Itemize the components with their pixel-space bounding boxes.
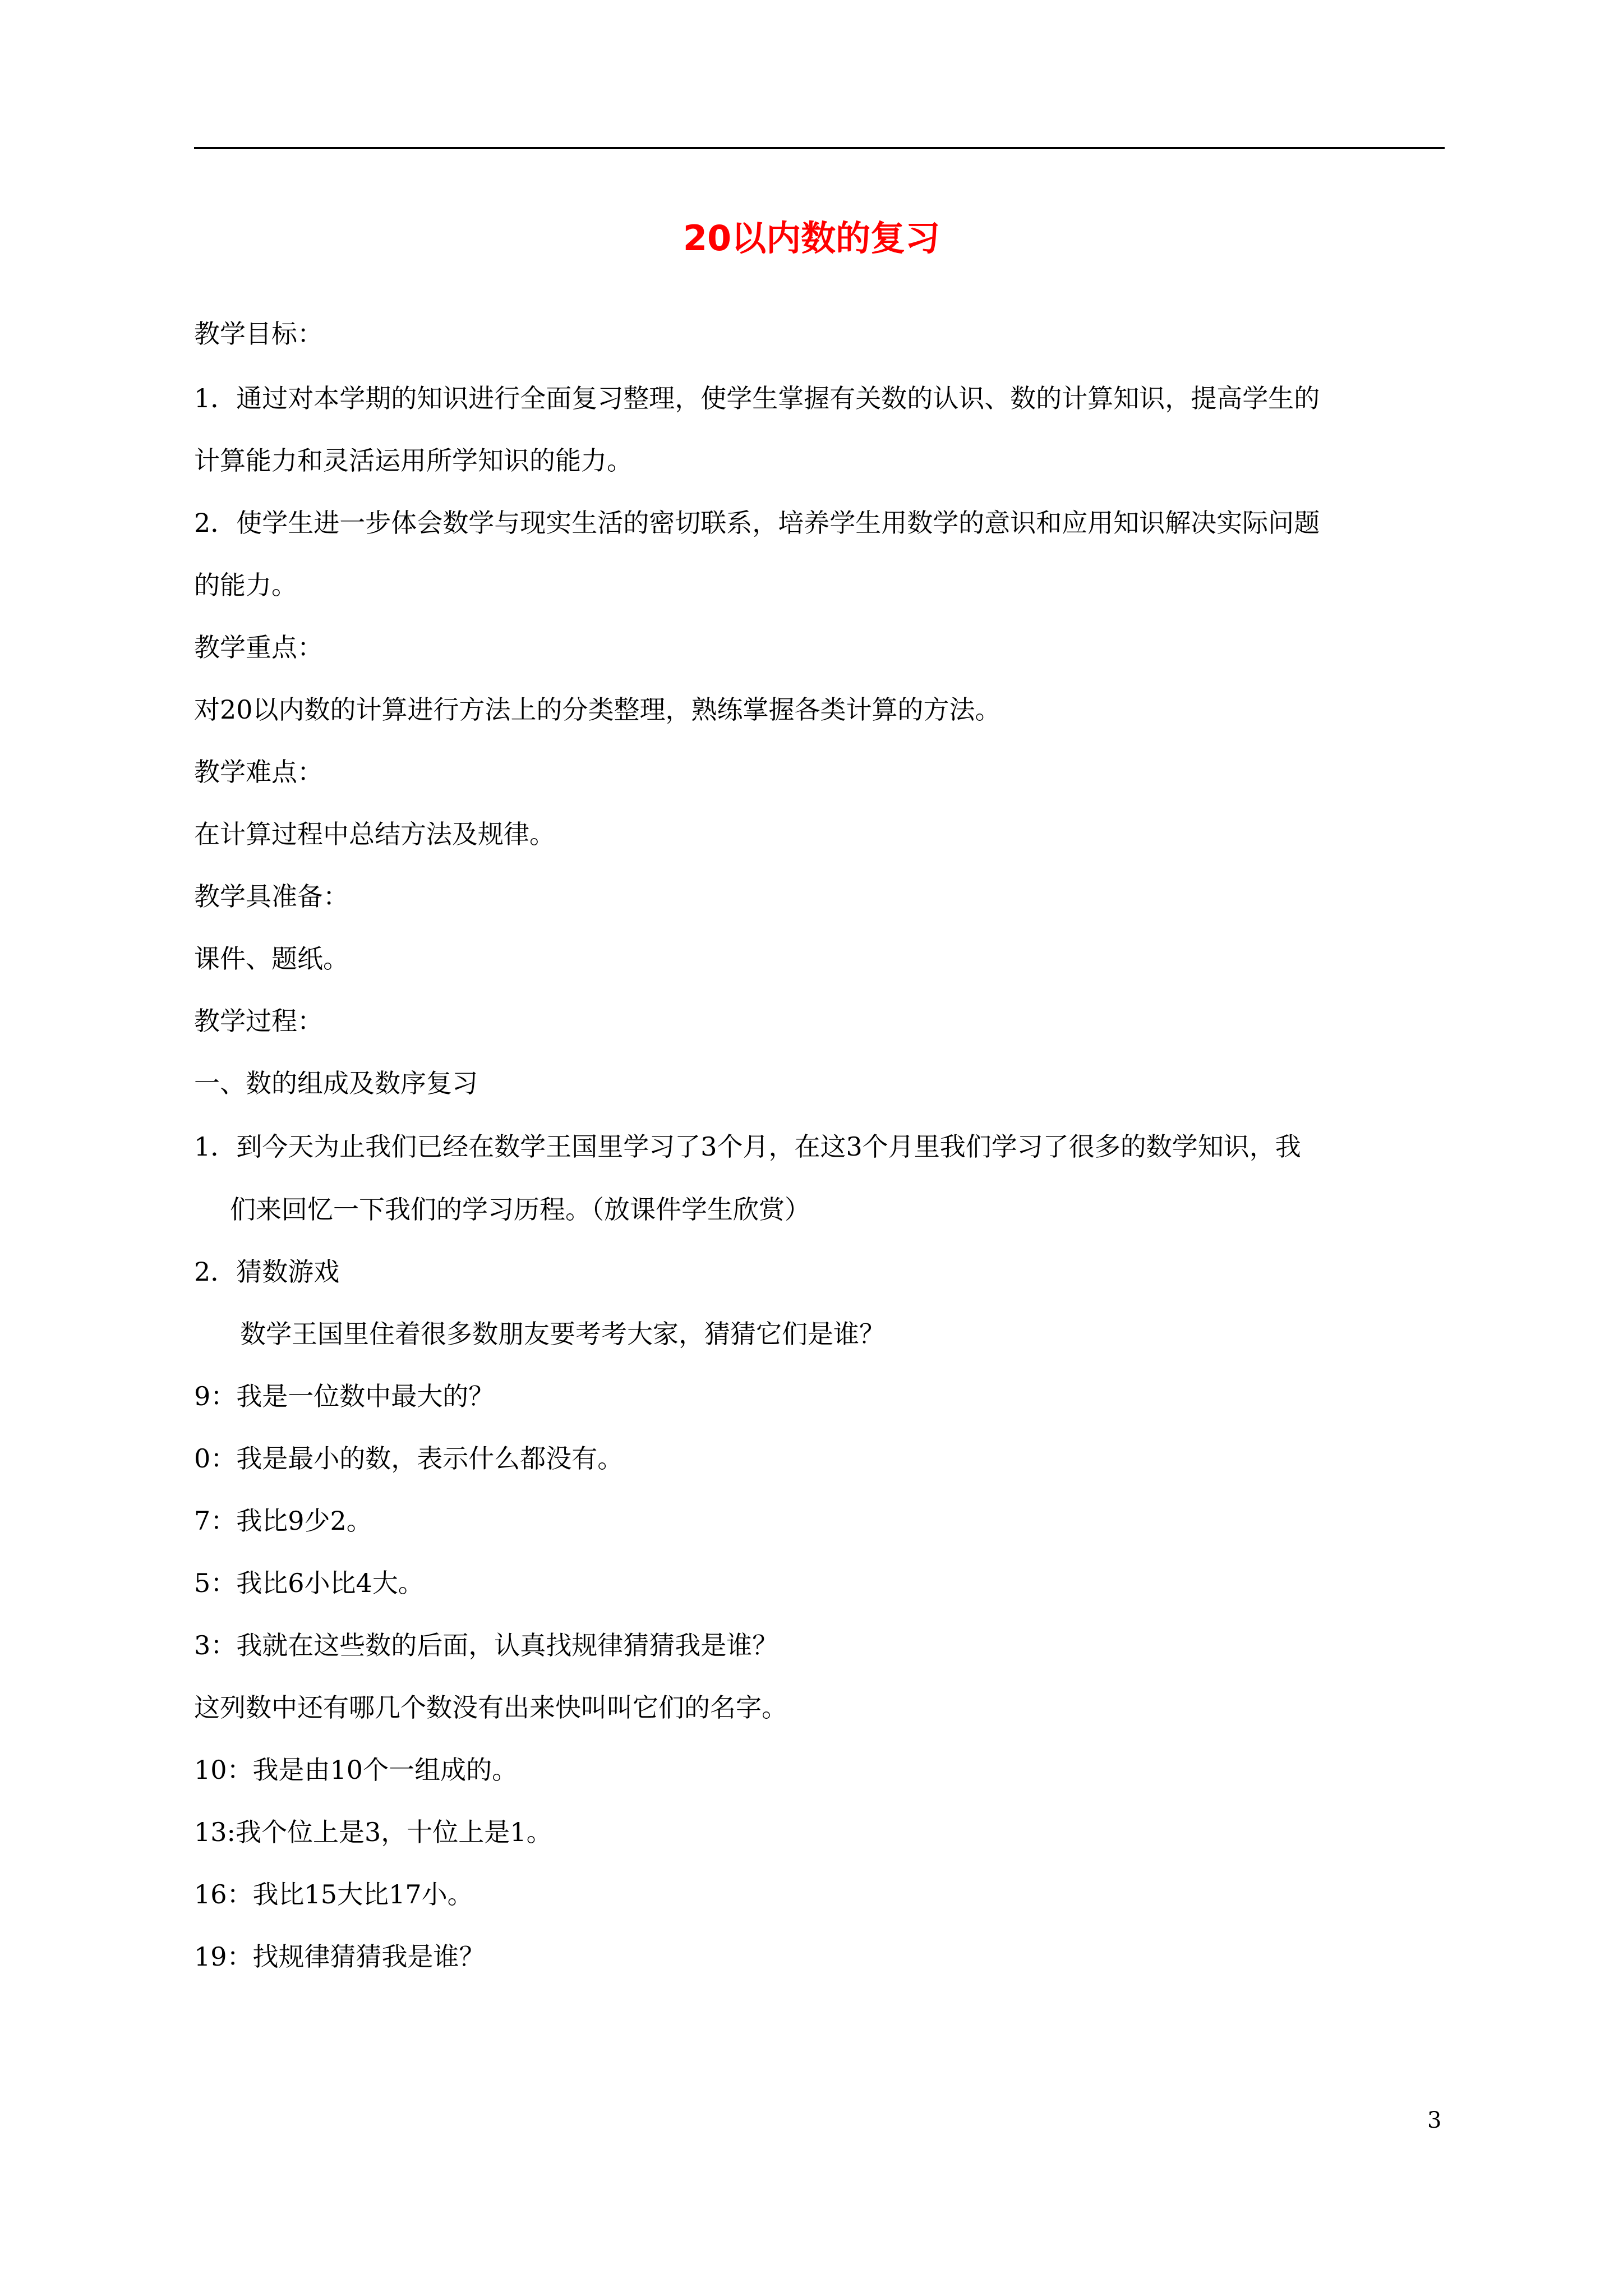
header-rule	[194, 147, 1445, 149]
text-line: 10：我是由10个一组成的。	[194, 1755, 518, 1785]
text-line: 19：找规律猜猜我是谁？	[194, 1941, 485, 1972]
text-line: 教学重点：	[194, 632, 323, 662]
text-line: 教学难点：	[194, 757, 323, 787]
text-line: 1．到今天为止我们已经在数学王国里学习了3个月，在这3个月里我们学习了很多的数学知识，我	[194, 1131, 1301, 1162]
text-line: 教学过程：	[194, 1006, 323, 1036]
text-line: 教学目标：	[194, 319, 323, 349]
text-line: 3：我就在这些数的后面，认真找规律猜猜我是谁？	[194, 1630, 778, 1660]
text-line: 一、数的组成及数序复习	[194, 1068, 478, 1098]
text-line: 1．通过对本学期的知识进行全面复习整理，使学生掌握有关数的认识、数的计算知识，提高学生的	[194, 383, 1320, 413]
document-title: 20以内数的复习	[683, 218, 940, 259]
text-line: 在计算过程中总结方法及规律。	[194, 819, 555, 849]
text-line: 这列数中还有哪几个数没有出来快叫叫它们的名字。	[194, 1692, 787, 1723]
text-line: 计算能力和灵活运用所学知识的能力。	[194, 445, 633, 476]
text-line: 们来回忆一下我们的学习历程。（放课件学生欣赏）	[230, 1194, 810, 1225]
text-line: 13:我个位上是3，十位上是1。	[194, 1817, 552, 1847]
text-line: 数学王国里住着很多数朋友要考考大家，猜猜它们是谁？	[240, 1319, 885, 1349]
text-line: 16：我比15大比17小。	[194, 1879, 473, 1910]
text-line: 7：我比9少2。	[194, 1506, 372, 1536]
text-line: 课件、题纸。	[194, 944, 349, 974]
text-line: 的能力。	[194, 570, 297, 600]
text-line: 5：我比6小比4大。	[194, 1568, 424, 1598]
text-line: 教学具准备：	[194, 881, 349, 912]
text-line: 9：我是一位数中最大的？	[194, 1381, 495, 1411]
page-number: 3	[1427, 2108, 1442, 2133]
text-line: 0：我是最小的数，表示什么都没有。	[194, 1443, 624, 1474]
text-line: 2．猜数游戏	[194, 1257, 340, 1287]
text-line: 对20以内数的计算进行方法上的分类整理，熟练掌握各类计算的方法。	[194, 694, 1001, 725]
text-line: 2．使学生进一步体会数学与现实生活的密切联系，培养学生用数学的意识和应用知识解决实际问题	[194, 508, 1320, 538]
